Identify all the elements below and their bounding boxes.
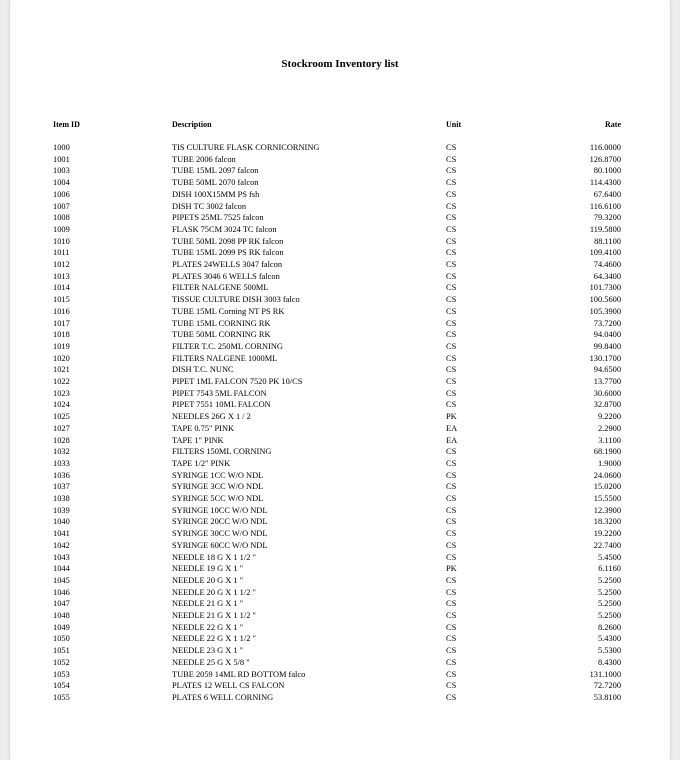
description-cell: NEEDLE 22 G X 1 1/2 " <box>172 634 256 644</box>
rate-cell: 99.8400 <box>593 341 621 351</box>
table-row <box>10 294 670 306</box>
rate-cell: 101.7300 <box>589 283 621 293</box>
unit-cell: CS <box>446 224 457 234</box>
description-cell: TAPE 1/2" PINK <box>172 458 231 468</box>
rate-cell: 13.7700 <box>593 377 621 386</box>
rate-cell: 80.1000 <box>593 166 621 176</box>
description-cell: SYRINGE 1CC W/O NDL <box>172 470 264 480</box>
page-title: Stockroom Inventory list <box>281 58 399 70</box>
unit-cell: CS <box>446 341 457 351</box>
unit-cell: CS <box>446 552 457 562</box>
rate-cell: 105.3900 <box>589 306 621 316</box>
description-cell: SYRINGE 3CC W/O NDL <box>172 482 264 492</box>
table-row <box>10 493 670 505</box>
description-cell: PIPETS 25ML 7525 falcon <box>172 213 264 223</box>
rate-cell: 79.3200 <box>593 213 621 223</box>
item-id-cell: 1033 <box>53 458 70 468</box>
unit-cell: EA <box>446 435 458 445</box>
table-row <box>10 247 670 259</box>
item-id-cell: 1011 <box>53 248 70 258</box>
rate-cell: 114.4300 <box>589 178 621 188</box>
item-id-cell: 1012 <box>53 260 70 269</box>
unit-cell: CS <box>446 318 457 328</box>
unit-cell: CS <box>446 260 457 269</box>
rate-cell: 109.4100 <box>589 248 621 258</box>
table-row <box>10 353 670 365</box>
description-cell: NEEDLES 26G X 1 / 2 <box>172 412 251 422</box>
header-description: Description <box>172 120 212 129</box>
table-row <box>10 364 670 376</box>
unit-cell: CS <box>446 377 457 386</box>
rate-cell: 94.0400 <box>593 330 621 340</box>
table-row <box>10 399 670 411</box>
table-row <box>10 259 670 271</box>
rate-cell: 9.2200 <box>597 412 621 422</box>
unit-cell: CS <box>446 271 457 281</box>
description-cell: TUBE 50ML 2070 falcon <box>172 178 259 188</box>
rate-cell: 32.8700 <box>593 400 621 410</box>
description-cell: FILTERS NALGENE 1000ML <box>172 353 278 363</box>
table-row <box>10 142 670 154</box>
item-id-cell: 1037 <box>53 482 70 492</box>
item-id-cell: 1007 <box>53 201 70 211</box>
rate-cell: 130.1700 <box>589 353 621 363</box>
unit-cell: CS <box>446 611 457 620</box>
table-row <box>10 633 670 645</box>
table-row <box>10 516 670 528</box>
table-row <box>10 563 670 575</box>
table-row <box>10 212 670 224</box>
item-id-cell: 1025 <box>53 412 70 422</box>
unit-cell: CS <box>446 447 457 457</box>
table-row <box>10 177 670 189</box>
item-id-cell: 1051 <box>53 646 70 656</box>
item-id-cell: 1013 <box>53 271 70 281</box>
rate-cell: 5.4300 <box>597 634 621 644</box>
table-row <box>10 680 670 692</box>
item-id-cell: 1023 <box>53 388 70 398</box>
table-row <box>10 657 670 669</box>
rate-cell: 5.4500 <box>597 552 621 562</box>
item-id-cell: 1049 <box>53 622 70 632</box>
unit-cell: CS <box>446 599 457 609</box>
rate-cell: 12.3900 <box>593 505 621 515</box>
item-id-cell: 1024 <box>53 400 70 410</box>
item-id-cell: 1054 <box>53 681 70 691</box>
table-row <box>10 470 670 482</box>
description-cell: TUBE 2006 falcon <box>172 154 236 164</box>
table-row <box>10 388 670 400</box>
unit-cell: CS <box>446 213 457 223</box>
description-cell: NEEDLE 23 G X 1 " <box>172 646 244 656</box>
unit-cell: EA <box>446 423 458 433</box>
header-rate: Rate <box>605 120 621 129</box>
description-cell: PIPET 7551 10ML FALCON <box>172 400 271 410</box>
unit-cell: CS <box>446 306 457 316</box>
description-cell: DISH T.C. NUNC <box>172 365 234 375</box>
description-cell: NEEDLE 21 G X 1 " <box>172 599 244 609</box>
rate-cell: 119.5800 <box>589 224 621 234</box>
rate-cell: 30.6000 <box>593 388 621 398</box>
item-id-cell: 1041 <box>53 529 70 539</box>
description-cell: NEEDLE 25 G X 5/8 " <box>172 657 250 667</box>
description-cell: TAPE 1" PINK <box>172 435 224 445</box>
description-cell: NEEDLE 21 G X 1 1/2 " <box>172 611 256 620</box>
unit-cell: CS <box>446 669 457 679</box>
item-id-cell: 1050 <box>53 634 70 644</box>
table-row <box>10 224 670 236</box>
unit-cell: CS <box>446 529 457 539</box>
table-row <box>10 481 670 493</box>
rate-cell: 5.2500 <box>597 575 621 585</box>
rate-cell: 19.2200 <box>593 529 621 539</box>
description-cell: FILTER NALGENE 500ML <box>172 283 269 293</box>
header-item-id: Item ID <box>53 120 80 129</box>
table-row <box>10 669 670 681</box>
unit-cell: CS <box>446 283 457 293</box>
rate-cell: 94.6500 <box>593 365 621 375</box>
item-id-cell: 1027 <box>53 423 70 433</box>
item-id-cell: 1055 <box>53 692 70 702</box>
item-id-cell: 1021 <box>53 365 70 375</box>
description-cell: FILTERS 150ML CORNING <box>172 447 272 457</box>
unit-cell: CS <box>446 178 457 188</box>
description-cell: SYRINGE 5CC W/O NDL <box>172 494 264 503</box>
document-page <box>10 0 670 760</box>
description-cell: NEEDLE 22 G X 1 " <box>172 622 244 632</box>
rate-cell: 68.1900 <box>593 447 621 457</box>
item-id-cell: 1008 <box>53 213 70 223</box>
description-cell: PLATES 3046 6 WELLS falcon <box>172 271 280 281</box>
item-id-cell: 1016 <box>53 306 70 316</box>
table-row <box>10 575 670 587</box>
table-row <box>10 645 670 657</box>
item-id-cell: 1044 <box>53 564 70 574</box>
rate-cell: 22.7400 <box>593 540 621 550</box>
item-id-cell: 1004 <box>53 178 70 188</box>
unit-cell: CS <box>446 575 457 585</box>
rate-cell: 64.3400 <box>593 271 621 281</box>
unit-cell: CS <box>446 236 457 246</box>
rate-cell: 1.9000 <box>597 458 621 468</box>
item-id-cell: 1022 <box>53 377 70 386</box>
rate-cell: 131.1000 <box>589 669 621 679</box>
item-id-cell: 1038 <box>53 494 70 503</box>
unit-cell: CS <box>446 494 457 503</box>
unit-cell: CS <box>446 143 457 152</box>
unit-cell: CS <box>446 295 457 305</box>
rate-cell: 73.7200 <box>593 318 621 328</box>
header-unit: Unit <box>446 120 462 129</box>
description-cell: TUBE 15ML Corning NT PS RK <box>172 306 285 316</box>
item-id-cell: 1039 <box>53 505 70 515</box>
description-cell: TISSUE CULTURE DISH 3003 falco <box>172 295 300 305</box>
description-cell: PLATES 6 WELL CORNING <box>172 692 274 702</box>
table-row <box>10 236 670 248</box>
table-row <box>10 318 670 330</box>
description-cell: SYRINGE 20CC W/O NDL <box>172 517 268 527</box>
unit-cell: CS <box>446 482 457 492</box>
rate-cell: 6.1160 <box>598 564 621 574</box>
table-header <box>10 119 670 131</box>
rate-cell: 72.7200 <box>593 681 621 691</box>
unit-cell: CS <box>446 505 457 515</box>
description-cell: TIS CULTURE FLASK CORNICORNING <box>172 143 320 152</box>
table-row <box>10 458 670 470</box>
description-cell: TAPE 0.75" PINK <box>172 423 235 433</box>
unit-cell: CS <box>446 470 457 480</box>
description-cell: NEEDLE 20 G X 1 " <box>172 575 244 585</box>
unit-cell: CS <box>446 365 457 375</box>
description-cell: DISH TC 3002 falcon <box>172 201 247 211</box>
table-row <box>10 587 670 599</box>
rate-cell: 126.8700 <box>589 154 621 164</box>
rate-cell: 5.5300 <box>597 646 621 656</box>
unit-cell: CS <box>446 540 457 550</box>
rate-cell: 74.4600 <box>593 260 621 269</box>
unit-cell: CS <box>446 400 457 410</box>
table-row <box>10 552 670 564</box>
description-cell: SYRINGE 60CC W/O NDL <box>172 540 268 550</box>
rate-cell: 88.1100 <box>594 236 621 246</box>
rate-cell: 5.2500 <box>597 587 621 597</box>
item-id-cell: 1028 <box>53 435 70 445</box>
table-row <box>10 622 670 634</box>
rate-cell: 116.6100 <box>589 201 621 211</box>
description-cell: TUBE 50ML CORNING RK <box>172 330 271 340</box>
item-id-cell: 1045 <box>53 575 70 585</box>
unit-cell: CS <box>446 517 457 527</box>
description-cell: DISH 100X15MM PS fsh <box>172 189 260 199</box>
description-cell: NEEDLE 20 G X 1 1/2 " <box>172 587 256 597</box>
table-row <box>10 423 670 435</box>
item-id-cell: 1009 <box>53 224 70 234</box>
rate-cell: 24.0600 <box>593 470 621 480</box>
rate-cell: 8.4300 <box>597 657 621 667</box>
unit-cell: PK <box>446 564 457 574</box>
item-id-cell: 1032 <box>53 447 70 457</box>
table-row <box>10 528 670 540</box>
table-row <box>10 598 670 610</box>
table-row <box>10 610 670 622</box>
table-row <box>10 189 670 201</box>
table-row <box>10 435 670 447</box>
table-row <box>10 411 670 423</box>
description-cell: PIPET 7543 5ML FALCON <box>172 388 267 398</box>
unit-cell: CS <box>446 353 457 363</box>
description-cell: SYRINGE 30CC W/O NDL <box>172 529 268 539</box>
rate-cell: 5.2500 <box>597 611 621 620</box>
item-id-cell: 1017 <box>53 318 70 328</box>
table-row <box>10 446 670 458</box>
description-cell: FLASK 75CM 3024 TC falcon <box>172 224 277 234</box>
description-cell: TUBE 2059 14ML RD BOTTOM falco <box>172 669 306 679</box>
table-row <box>10 329 670 341</box>
unit-cell: CS <box>446 166 457 176</box>
unit-cell: CS <box>446 189 457 199</box>
item-id-cell: 1020 <box>53 353 70 363</box>
rate-cell: 100.5600 <box>589 295 621 305</box>
unit-cell: CS <box>446 634 457 644</box>
description-cell: FILTER T.C. 250ML CORNING <box>172 341 283 351</box>
table-row <box>10 282 670 294</box>
table-row <box>10 165 670 177</box>
rate-cell: 18.3200 <box>593 517 621 527</box>
description-cell: TUBE 15ML 2099 PS RK falcon <box>172 248 284 258</box>
rate-cell: 5.2500 <box>597 599 621 609</box>
description-cell: PLATES 12 WELL CS FALCON <box>172 681 285 691</box>
unit-cell: CS <box>446 201 457 211</box>
table-row <box>10 505 670 517</box>
description-cell: SYRINGE 10CC W/O NDL <box>172 505 268 515</box>
table-row <box>10 376 670 388</box>
table-row <box>10 692 670 704</box>
description-cell: TUBE 15ML CORNING RK <box>172 318 271 328</box>
item-id-cell: 1048 <box>53 611 70 620</box>
unit-cell: CS <box>446 622 457 632</box>
description-cell: PIPET 1ML FALCON 7520 PK 10/CS <box>172 377 303 386</box>
description-cell: TUBE 15ML 2097 falcon <box>172 166 259 176</box>
description-cell: PLATES 24WELLS 3047 falcon <box>172 260 283 269</box>
unit-cell: CS <box>446 154 457 164</box>
description-cell: TUBE 50ML 2098 PP RK falcon <box>172 236 284 246</box>
rate-cell: 3.1100 <box>598 435 621 445</box>
rate-cell: 53.8100 <box>593 692 621 702</box>
unit-cell: CS <box>446 587 457 597</box>
table-row <box>10 306 670 318</box>
item-id-cell: 1052 <box>53 657 70 667</box>
item-id-cell: 1036 <box>53 470 70 480</box>
item-id-cell: 1014 <box>53 283 70 293</box>
table-row <box>10 201 670 213</box>
item-id-cell: 1018 <box>53 330 70 340</box>
rate-cell: 116.0000 <box>589 143 621 152</box>
unit-cell: CS <box>446 458 457 468</box>
description-cell: NEEDLE 19 G X 1 " <box>172 564 244 574</box>
unit-cell: CS <box>446 692 457 702</box>
description-cell: NEEDLE 18 G X 1 1/2 " <box>172 552 256 562</box>
item-id-cell: 1001 <box>53 154 70 164</box>
item-id-cell: 1046 <box>53 587 70 597</box>
rate-cell: 67.6400 <box>593 189 621 199</box>
item-id-cell: 1003 <box>53 166 70 176</box>
table-row <box>10 154 670 166</box>
table-row <box>10 540 670 552</box>
item-id-cell: 1040 <box>53 517 70 527</box>
unit-cell: CS <box>446 681 457 691</box>
table-row <box>10 341 670 353</box>
table-row <box>10 271 670 283</box>
rate-cell: 2.2900 <box>597 423 621 433</box>
unit-cell: CS <box>446 388 457 398</box>
item-id-cell: 1006 <box>53 189 70 199</box>
item-id-cell: 1053 <box>53 669 70 679</box>
rate-cell: 15.5500 <box>593 494 621 503</box>
item-id-cell: 1019 <box>53 341 70 351</box>
unit-cell: CS <box>446 657 457 667</box>
item-id-cell: 1015 <box>53 295 70 305</box>
item-id-cell: 1043 <box>53 552 70 562</box>
rate-cell: 15.0200 <box>593 482 621 492</box>
unit-cell: PK <box>446 412 457 422</box>
unit-cell: CS <box>446 248 457 258</box>
unit-cell: CS <box>446 330 457 340</box>
item-id-cell: 1047 <box>53 599 70 609</box>
item-id-cell: 1010 <box>53 236 70 246</box>
item-id-cell: 1042 <box>53 540 70 550</box>
rate-cell: 8.2600 <box>597 622 621 632</box>
item-id-cell: 1000 <box>53 143 70 152</box>
unit-cell: CS <box>446 646 457 656</box>
